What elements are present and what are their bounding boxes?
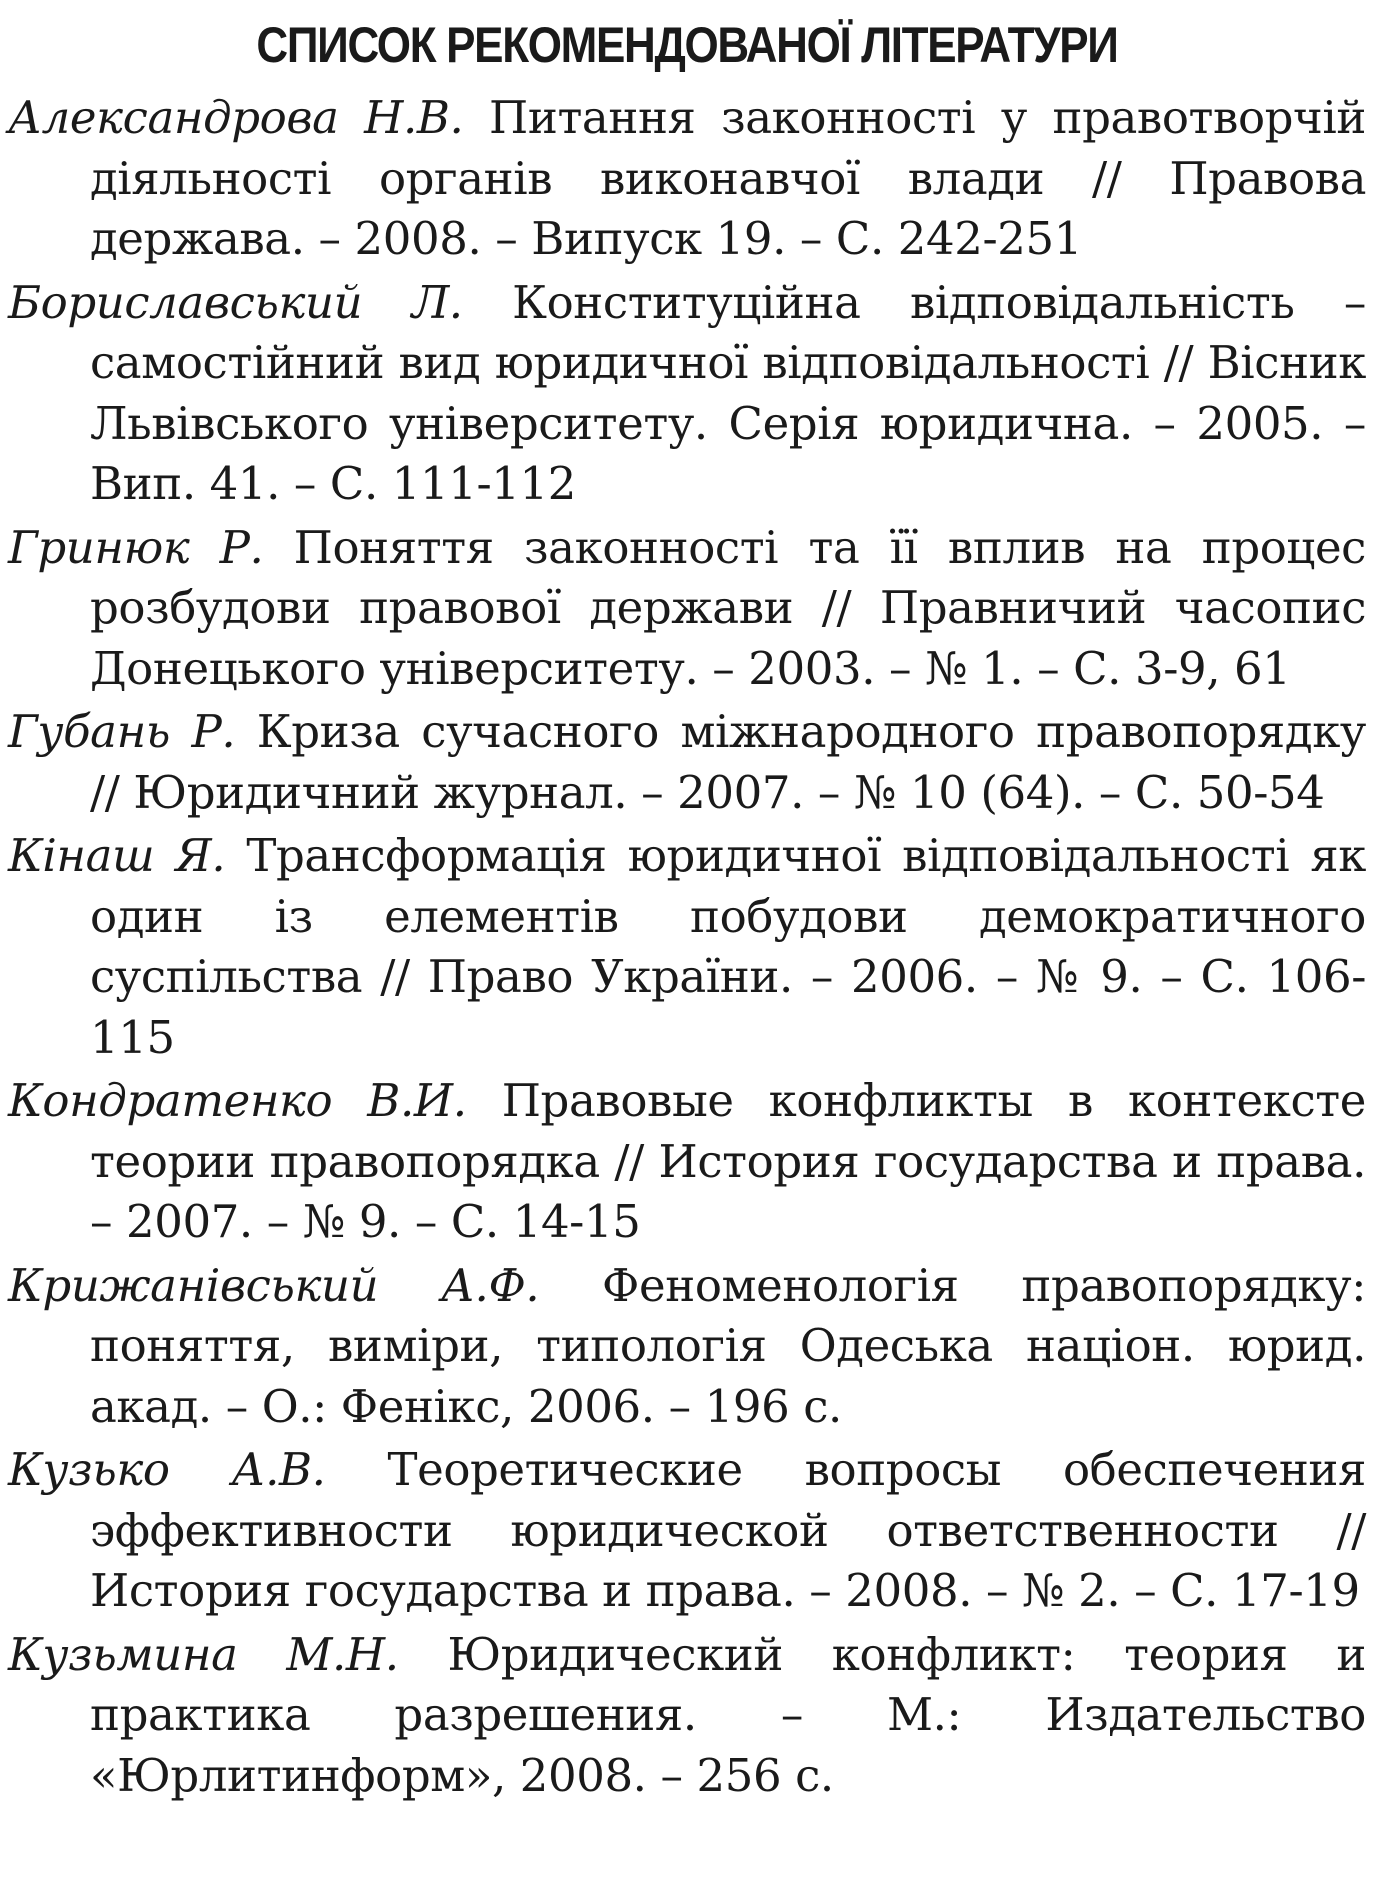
entry-text: Поняття законності та її вплив на процес розбудови правової держави // Правничий часопис Донецького університету. – 2003. – № 1. – С. 3-9, 61 <box>90 520 1366 695</box>
bibliography-entry <box>8 273 1366 515</box>
entry-author: Бориславський Л. <box>8 275 463 329</box>
bibliography-entry <box>8 702 1366 823</box>
document-page <box>8 0 1366 1809</box>
entry-author: Губань Р. <box>8 705 236 758</box>
entry-text: Трансформація юридичної відповідальності як один із елементів побудови демократичного суспільства // Право України. – 2006. – № 9. – С. 106-115 <box>90 829 1366 1064</box>
entry-author: Кондратенко В.И. <box>8 1074 467 1127</box>
entry-author: Крижанівський А.Ф. <box>8 1258 540 1312</box>
entry-text: Питання законності у правотворчій діяльності органів виконавчої влади // Правова держава. – 2008. – Випуск 19. – С. 242-251 <box>90 91 1366 265</box>
entry-text: Криза сучасного міжнародного правопорядку // Юридичний журнал. – 2007. – № 10 (64). – С. 50-54 <box>90 705 1366 819</box>
entry-author: Кузько А.В. <box>8 1443 326 1496</box>
entry-text: Правовые конфликты в контексте теории правопорядка // История государства и права. – 2007. – № 9. – С. 14-15 <box>90 1074 1366 1248</box>
entry-author: Кузьмина М.Н. <box>8 1627 399 1681</box>
bibliography-entry <box>8 1071 1366 1253</box>
bibliography-entry <box>8 1625 1366 1807</box>
entry-text: Теоретические вопросы обеспечения эффективности юридической ответственности // История государства и права. – 2008. – № 2. – С. 17-19 <box>90 1443 1366 1617</box>
bibliography-entry <box>8 1256 1366 1438</box>
entry-author: Кінаш Я. <box>8 829 226 882</box>
bibliography-entry <box>8 88 1366 270</box>
entry-text: Конституційна відповідальність – самостійний вид юридичної відповідальності // Вісник Львівського університету. Серія юридична. – 2005. – Вип. 41. – С. 111-112 <box>90 275 1366 510</box>
page-title: СПИСОК РЕКОМЕНДОВАНОЇ ЛІТЕРАТУРИ <box>256 17 1118 73</box>
entry-author: Александрова Н.В. <box>8 91 464 144</box>
entry-text: Феноменологія правопорядку: поняття, виміри, типологія Одеська націон. юрид. акад. – О.: Фенікс, 2006. – 196 с. <box>90 1258 1366 1433</box>
entry-text: Юридический конфликт: теория и практика разрешения. – М.: Издательство «Юрлитинформ», 2008. – 256 с. <box>90 1627 1366 1802</box>
bibliography-entry <box>8 518 1366 700</box>
bibliography-list <box>8 88 1366 1806</box>
bibliography-entry <box>8 1440 1366 1622</box>
entry-author: Гринюк Р. <box>8 520 264 574</box>
bibliography-entry <box>8 826 1366 1068</box>
